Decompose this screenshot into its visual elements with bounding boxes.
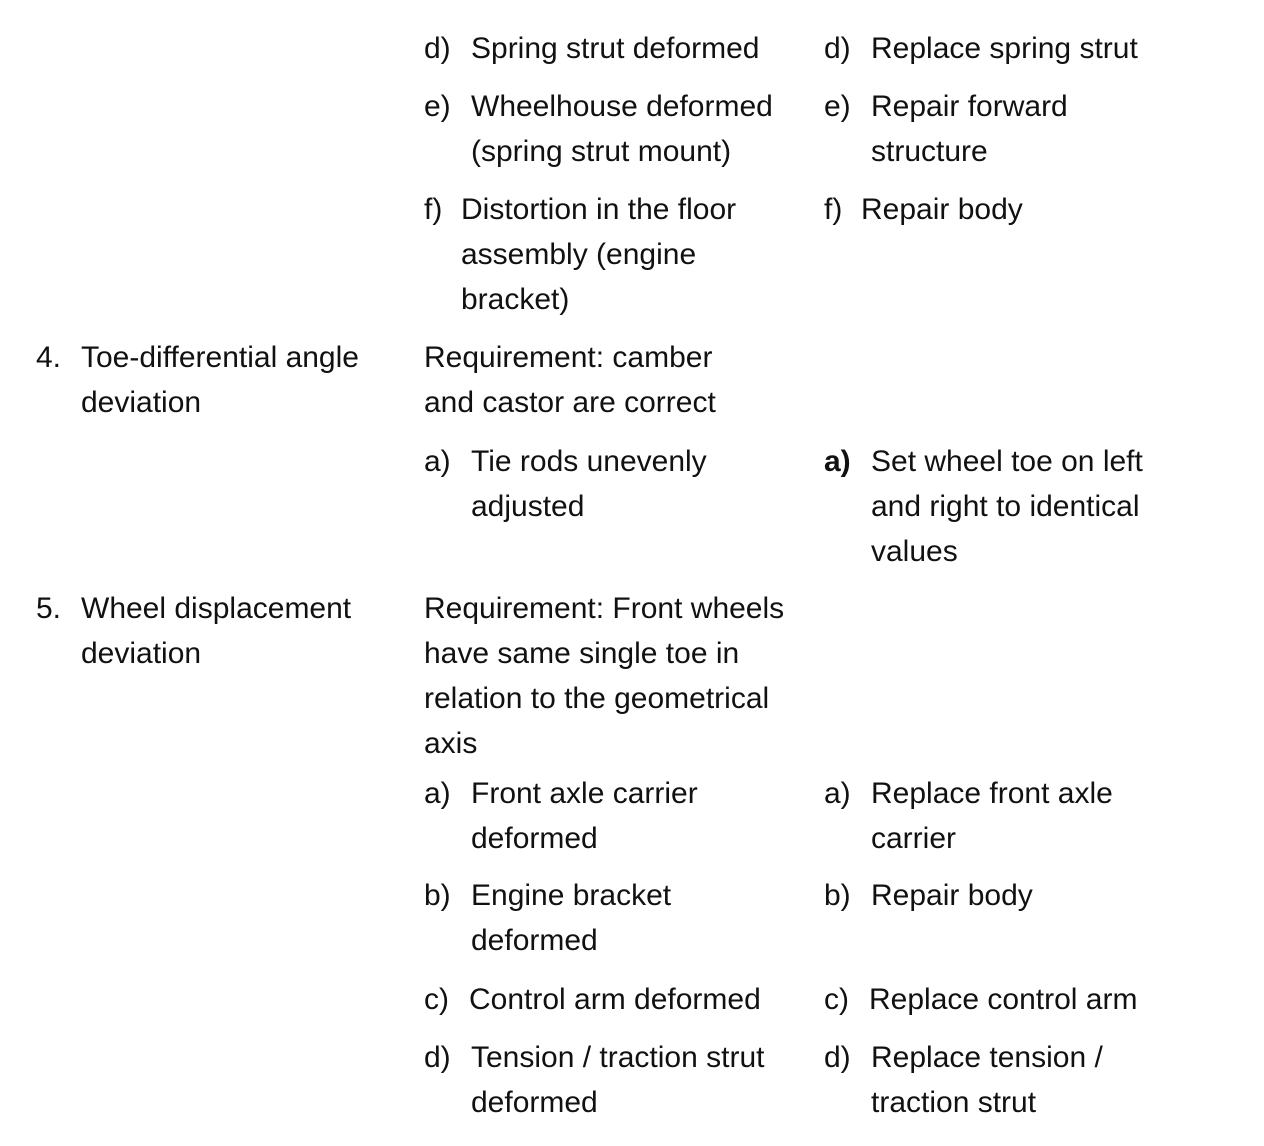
- cause-text: Front axle carrier deformed: [471, 777, 698, 855]
- remedy-item: [824, 1035, 1171, 1125]
- requirement-text: Requirement: camber and castor are correct: [424, 341, 716, 419]
- fault-title: Toe-differential angle deviation: [81, 341, 359, 419]
- remedy-text: Repair forward structure: [871, 90, 1068, 168]
- fault-item: [36, 586, 391, 676]
- cause-text: Tension / traction strut deformed: [471, 1041, 765, 1119]
- remedy-marker: c): [824, 983, 849, 1016]
- remedy-item: [824, 26, 1264, 71]
- fault-item: [36, 335, 411, 425]
- remedy-marker: e): [824, 90, 851, 123]
- remedy-marker: d): [824, 32, 851, 65]
- remedy-text: Replace spring strut: [871, 32, 1138, 65]
- cause-marker: e): [424, 90, 451, 123]
- cause-text: Distortion in the floor assembly (engine bracket): [461, 193, 737, 316]
- remedy-marker: b): [824, 879, 851, 912]
- cause-item: [424, 1035, 851, 1125]
- remedy-text: Repair body: [871, 879, 1033, 912]
- remedy-marker: a): [824, 777, 851, 810]
- remedy-marker: d): [824, 1041, 851, 1074]
- cause-marker: a): [424, 777, 451, 810]
- cause-item: [424, 26, 861, 71]
- cause-text: Control arm deformed: [469, 983, 761, 1016]
- remedy-marker: f): [824, 193, 843, 226]
- cause-marker: d): [424, 1041, 451, 1074]
- cause-item: [424, 873, 741, 963]
- remedy-marker: a): [824, 445, 851, 478]
- cause-item: [424, 439, 756, 529]
- fault-number: 4.: [36, 341, 62, 374]
- cause-marker: c): [424, 983, 449, 1016]
- cause-marker: d): [424, 32, 451, 65]
- remedy-text: Replace tension / traction strut: [871, 1041, 1103, 1119]
- cause-marker: a): [424, 445, 451, 478]
- cause-item: [424, 187, 781, 322]
- requirement-text: Requirement: Front wheels have same single toe in relation to the geometrical axis: [424, 592, 785, 760]
- remedy-item: [824, 187, 1221, 232]
- cause-marker: f): [424, 193, 443, 226]
- remedy-item: [824, 977, 1264, 1022]
- remedy-item: [824, 873, 1231, 918]
- remedy-item: [824, 439, 1181, 574]
- cause-text: Engine bracket deformed: [471, 879, 672, 957]
- remedy-text: Set wheel toe on left and right to identical values: [871, 445, 1143, 568]
- fault-number: 5.: [36, 592, 62, 625]
- cause-text: Tie rods unevenly adjusted: [471, 445, 707, 523]
- cause-marker: b): [424, 879, 451, 912]
- cause-item: [424, 84, 816, 174]
- remedy-item: [824, 771, 1161, 861]
- remedy-text: Repair body: [861, 193, 1023, 226]
- remedy-text: Replace front axle carrier: [871, 777, 1113, 855]
- remedy-text: Replace control arm: [869, 983, 1138, 1016]
- remedy-item: [824, 84, 1111, 174]
- cause-item: [424, 977, 859, 1022]
- fault-title: Wheel displacement deviation: [81, 592, 352, 670]
- cause-text: Wheelhouse deformed (spring strut mount): [471, 90, 773, 168]
- cause-text: Spring strut deformed: [471, 32, 760, 65]
- cause-item: [424, 771, 771, 861]
